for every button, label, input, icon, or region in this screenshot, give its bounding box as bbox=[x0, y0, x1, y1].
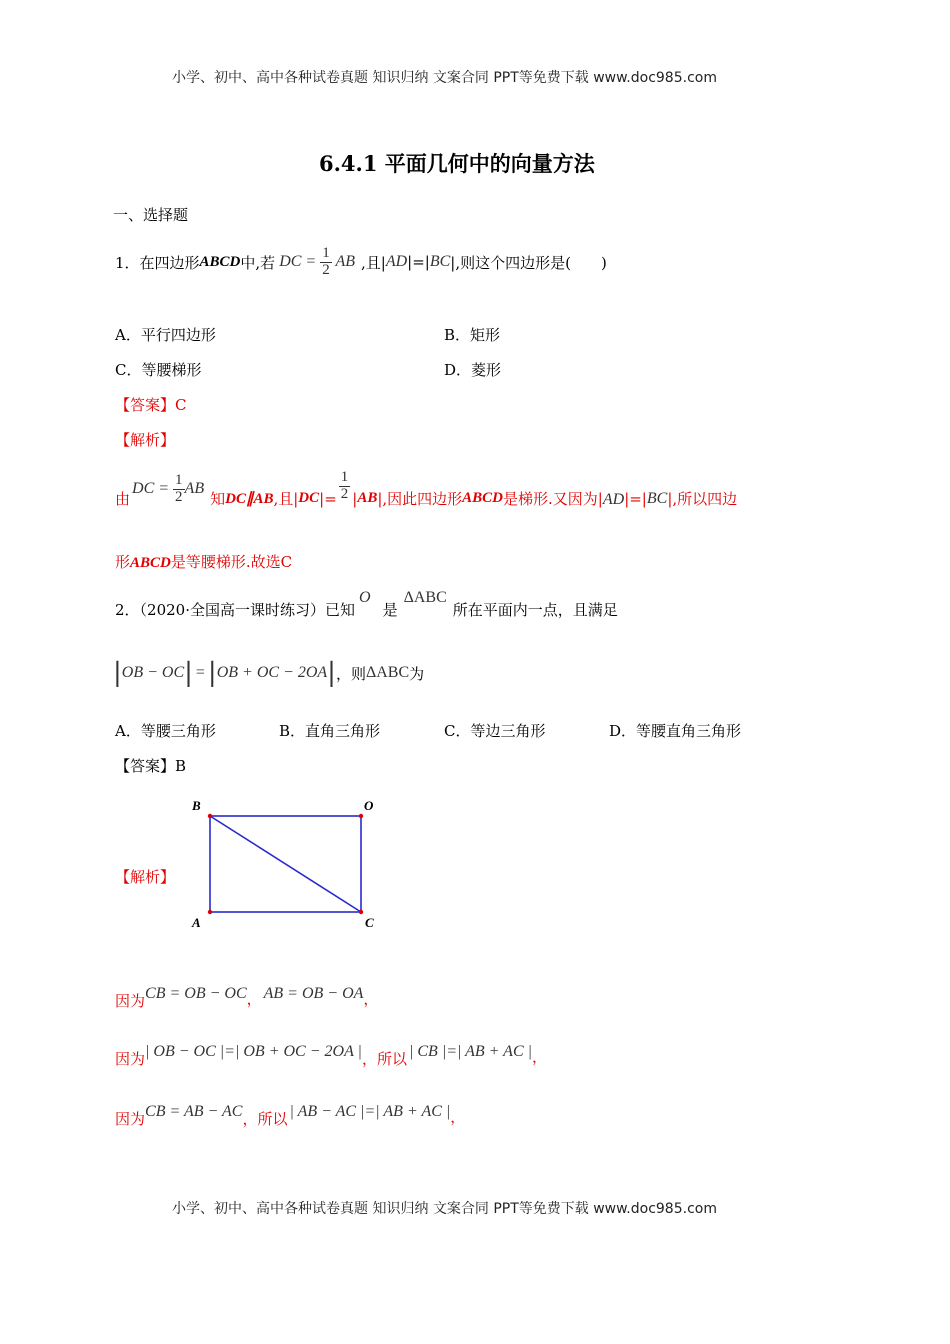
label-c: C bbox=[365, 915, 374, 930]
q2-option-b: B．直角三角形 bbox=[279, 722, 381, 740]
q2-suffix: 所在平面内一点，且满足 bbox=[452, 601, 618, 619]
q1-cond bbox=[279, 246, 355, 279]
q1-sol2-c: C bbox=[280, 553, 293, 571]
q1-mid: 中,若 bbox=[240, 253, 276, 272]
q1-frac-den: 2 bbox=[322, 261, 330, 278]
q2-l1-comma: ， bbox=[246, 990, 262, 1008]
q2-l1-eq1: CB = OB − OC bbox=[145, 984, 247, 1002]
q2-l1-eq2: AB = OB − OA bbox=[263, 984, 364, 1002]
q1-answer bbox=[115, 394, 187, 415]
q1-sol-p8: |,所以四边 bbox=[667, 490, 738, 508]
q2-o: O bbox=[359, 588, 371, 606]
question-2-stem bbox=[115, 581, 618, 620]
q1-cond-rhs: AB bbox=[335, 252, 355, 270]
q1-and: ,且| bbox=[360, 253, 386, 272]
q1-sol-ababs: AB bbox=[357, 490, 378, 506]
q2-l2-so: ，所以 bbox=[361, 1050, 407, 1068]
q2-l2-end: ， bbox=[532, 1048, 548, 1066]
q1-analysis-label: 【解析】 bbox=[115, 431, 176, 449]
q2-bar-4: | bbox=[327, 658, 336, 688]
question-1-stem bbox=[115, 246, 607, 279]
point-b bbox=[208, 814, 212, 818]
q1-sol-formula bbox=[132, 473, 204, 506]
q2-sol-line1 bbox=[115, 976, 378, 1011]
q1-cond-lhs: DC = bbox=[279, 252, 321, 270]
q1-option-a: A．平行四边形 bbox=[115, 326, 216, 344]
page-header: 小学、初中、高中各种试卷真题 知识归纳 文案合同 PPT等免费下载 www.doc985.com bbox=[172, 70, 717, 86]
q2-bar-3: | bbox=[207, 658, 217, 688]
q1-fraction bbox=[320, 246, 332, 279]
page-footer: 小学、初中、高中各种试卷真题 知识归纳 文案合同 PPT等免费下载 www.doc985.com bbox=[172, 1201, 717, 1217]
q2-bar-1: | bbox=[113, 658, 122, 688]
q1-sol-frac2-den: 2 bbox=[340, 486, 349, 502]
q1-eq: |=| bbox=[407, 253, 430, 272]
q1-sol-p5: |,因此四边形 bbox=[377, 490, 463, 508]
section-heading: 一、选择题 bbox=[113, 206, 189, 224]
label-o: O bbox=[364, 798, 374, 813]
q2-l3-eq2: | AB − AC |=| AB + AC | bbox=[289, 1102, 451, 1120]
q1-sol-frac bbox=[173, 473, 185, 506]
figure-diagonal-bc bbox=[210, 816, 361, 912]
page-title: 6.4.1 平面几何中的向量方法 bbox=[319, 151, 595, 176]
q1-option-b: B．矩形 bbox=[444, 326, 501, 344]
q2-tri: ΔABC bbox=[403, 588, 447, 606]
label-b: B bbox=[192, 798, 201, 813]
q1-frac-num: 1 bbox=[322, 245, 330, 261]
q2-l2-eq2: | CB |=| AB + AC | bbox=[408, 1042, 533, 1060]
q1-sol-ad: AD bbox=[602, 490, 625, 508]
point-o bbox=[359, 814, 363, 818]
q1-answer-value: C bbox=[175, 396, 187, 414]
q1-bc: BC bbox=[429, 253, 451, 271]
point-a bbox=[208, 910, 212, 914]
q1-quad: ABCD bbox=[199, 253, 241, 270]
q2-tri2: ΔABC bbox=[365, 664, 410, 681]
q2-cond-left: OB − OC bbox=[121, 664, 185, 681]
q1-sol-p4: | bbox=[352, 489, 358, 508]
q1-sol2-abcd: ABCD bbox=[130, 555, 171, 571]
point-c bbox=[359, 910, 363, 914]
q2-l2-because: 因为 bbox=[115, 1050, 146, 1068]
q1-sol-frac2 bbox=[339, 470, 351, 503]
q2-condition bbox=[113, 660, 424, 686]
q2-l3-because: 因为 bbox=[115, 1110, 146, 1128]
q2-l3-so: ，所以 bbox=[242, 1110, 288, 1128]
q1-prefix: 1．在四边形 bbox=[115, 253, 200, 272]
q2-analysis-label: 【解析】 bbox=[115, 868, 176, 886]
q2-figure bbox=[185, 795, 390, 935]
q2-sol-line2 bbox=[115, 1034, 547, 1069]
q1-ad: AD bbox=[385, 253, 408, 271]
q1-option-d: D．菱形 bbox=[444, 361, 502, 379]
q1-sol2-a: 形 bbox=[115, 553, 131, 571]
q1-sol-you: 由 bbox=[115, 490, 131, 508]
q2-bar-2: | bbox=[184, 658, 193, 688]
q2-option-d: D．等腰直角三角形 bbox=[609, 722, 742, 740]
q2-sol-line3 bbox=[115, 1094, 465, 1129]
q1-sol-p6: 是梯形.又因为| bbox=[503, 490, 603, 508]
q1-solution-line1 bbox=[115, 470, 737, 509]
q1-sol-frac-den: 2 bbox=[175, 489, 183, 505]
q1-answer-label: 【答案】 bbox=[115, 396, 176, 414]
q2-l3-end: ， bbox=[450, 1108, 466, 1126]
q2-answer-label: 【答案】 bbox=[115, 757, 176, 775]
q2-prefix: 2．（2020·全国高一课时练习）已知 bbox=[115, 601, 355, 619]
q1-sol-ab: AB bbox=[184, 480, 205, 498]
q1-sol-frac2-num: 1 bbox=[340, 469, 349, 486]
q2-cond-right: OB + OC − 2OA bbox=[216, 664, 328, 681]
q2-l2-eq: | OB − OC |=| OB + OC − 2OA | bbox=[145, 1042, 362, 1060]
q1-sol-bc: BC bbox=[646, 489, 668, 507]
q1-sol-frac-num: 1 bbox=[175, 472, 183, 489]
q2-option-a: A．等腰三角形 bbox=[115, 722, 216, 740]
q2-then: ，则 bbox=[335, 664, 366, 683]
q1-sol-p2: ,且| bbox=[273, 490, 299, 508]
q2-is: 是 bbox=[382, 601, 398, 619]
q1-sol-abcd: ABCD bbox=[462, 490, 504, 506]
q2-l1-end: ， bbox=[363, 990, 379, 1008]
q1-tail: |,则这个四边形是( ) bbox=[450, 253, 607, 272]
q1-sol-dc: DC = bbox=[132, 480, 174, 498]
q2-cond-eq: = bbox=[195, 664, 205, 681]
q2-l3-eq: CB = AB − AC bbox=[145, 1102, 243, 1120]
q1-option-c: C．等腰梯形 bbox=[115, 361, 202, 379]
q1-sol-p7: |=| bbox=[624, 489, 647, 508]
q2-answer bbox=[115, 755, 186, 776]
label-a: A bbox=[192, 915, 201, 930]
q1-sol2-b: 是等腰梯形.故选 bbox=[170, 553, 281, 571]
q1-sol-dcabs: DC bbox=[298, 490, 320, 506]
q1-sol-know: 知 bbox=[210, 490, 226, 508]
q2-wei: 为 bbox=[409, 664, 425, 683]
q2-answer-value: B bbox=[175, 757, 187, 775]
q1-sol-p3: |= bbox=[319, 489, 337, 508]
q2-l1-because: 因为 bbox=[115, 992, 146, 1010]
q1-sol-par: DC∥AB bbox=[225, 491, 274, 507]
q2-option-c: C．等边三角形 bbox=[444, 722, 546, 740]
q1-solution-line2 bbox=[115, 551, 292, 572]
